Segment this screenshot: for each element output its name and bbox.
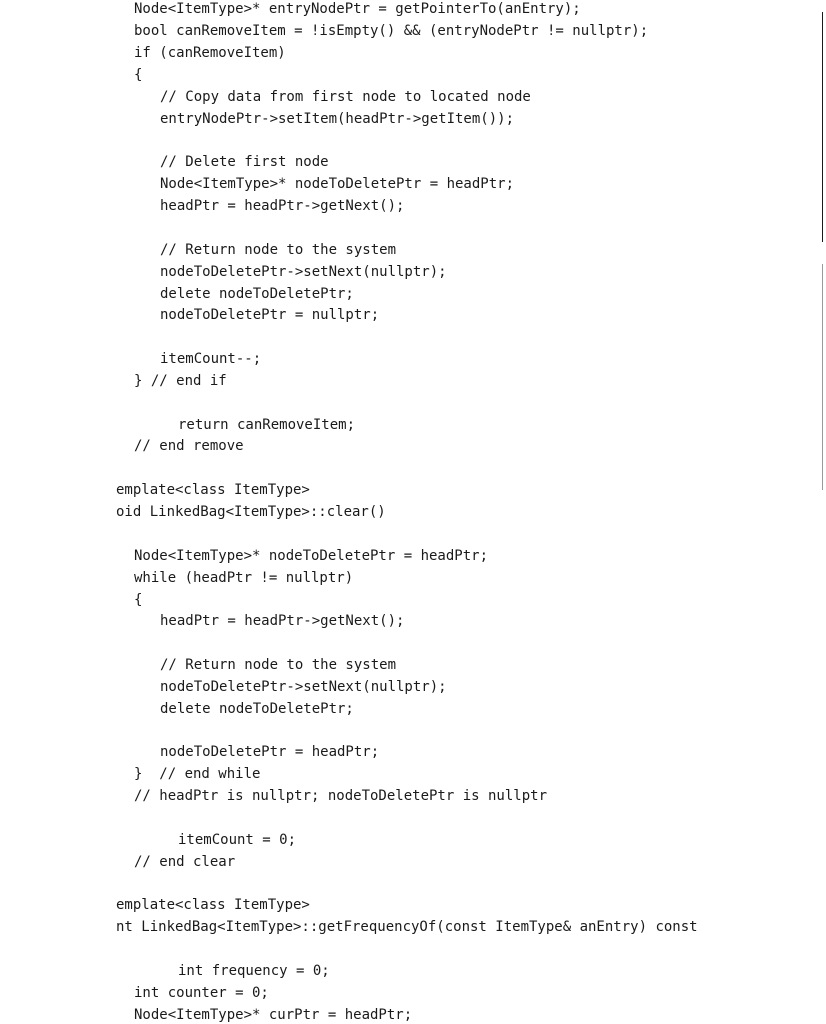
code-line: delete nodeToDeletePtr; bbox=[160, 286, 354, 302]
code-line: itemCount = 0; bbox=[178, 832, 297, 848]
code-line: delete nodeToDeletePtr; bbox=[160, 701, 354, 717]
code-line: if (canRemoveItem) bbox=[134, 45, 286, 61]
code-line: while (headPtr != nullptr) bbox=[134, 570, 354, 586]
code-line: nodeToDeletePtr->setNext(nullptr); bbox=[160, 264, 447, 280]
code-comment: // end clear bbox=[134, 854, 236, 870]
code-line: { bbox=[134, 67, 143, 83]
code-line: Node<ItemType>* entryNodePtr = getPointerTo(anEntry); bbox=[134, 1, 581, 17]
code-comment: // Return node to the system bbox=[160, 657, 397, 673]
code-line: itemCount--; bbox=[160, 351, 262, 367]
code-line: Node<ItemType>* nodeToDeletePtr = headPtr; bbox=[160, 176, 515, 192]
code-line: Node<ItemType>* nodeToDeletePtr = headPtr; bbox=[134, 548, 489, 564]
code-comment: // Return node to the system bbox=[160, 242, 397, 258]
code-line: nodeToDeletePtr = nullptr; bbox=[160, 307, 380, 323]
code-line: } // end while bbox=[134, 766, 261, 782]
code-line: nodeToDeletePtr = headPtr; bbox=[160, 744, 380, 760]
code-line: nodeToDeletePtr->setNext(nullptr); bbox=[160, 679, 447, 695]
code-line: Node<ItemType>* curPtr = headPtr; bbox=[134, 1007, 413, 1023]
scrollbar-track[interactable] bbox=[822, 12, 826, 242]
code-comment: // end remove bbox=[134, 438, 244, 454]
code-line: { bbox=[134, 592, 143, 608]
code-comment: // Delete first node bbox=[160, 154, 329, 170]
code-line: entryNodePtr->setItem(headPtr->getItem()); bbox=[160, 111, 515, 127]
code-line: emplate<class ItemType> bbox=[116, 482, 310, 498]
code-line: headPtr = headPtr->getNext(); bbox=[160, 198, 405, 214]
code-comment: // headPtr is nullptr; nodeToDeletePtr is nullptr bbox=[134, 788, 548, 804]
code-line: nt LinkedBag<ItemType>::getFrequencyOf(const ItemType& anEntry) const bbox=[116, 919, 698, 935]
scrollbar-thumb[interactable] bbox=[822, 264, 826, 490]
code-line: bool canRemoveItem = !isEmpty() && (entryNodePtr != nullptr); bbox=[134, 23, 649, 39]
code-line: return canRemoveItem; bbox=[178, 417, 356, 433]
code-comment: // Copy data from first node to located node bbox=[160, 89, 531, 105]
code-line: int frequency = 0; bbox=[178, 963, 330, 979]
code-line: emplate<class ItemType> bbox=[116, 897, 310, 913]
code-line: } // end if bbox=[134, 373, 227, 389]
code-line: int counter = 0; bbox=[134, 985, 269, 1001]
code-line: oid LinkedBag<ItemType>::clear() bbox=[116, 504, 386, 520]
code-line: headPtr = headPtr->getNext(); bbox=[160, 613, 405, 629]
